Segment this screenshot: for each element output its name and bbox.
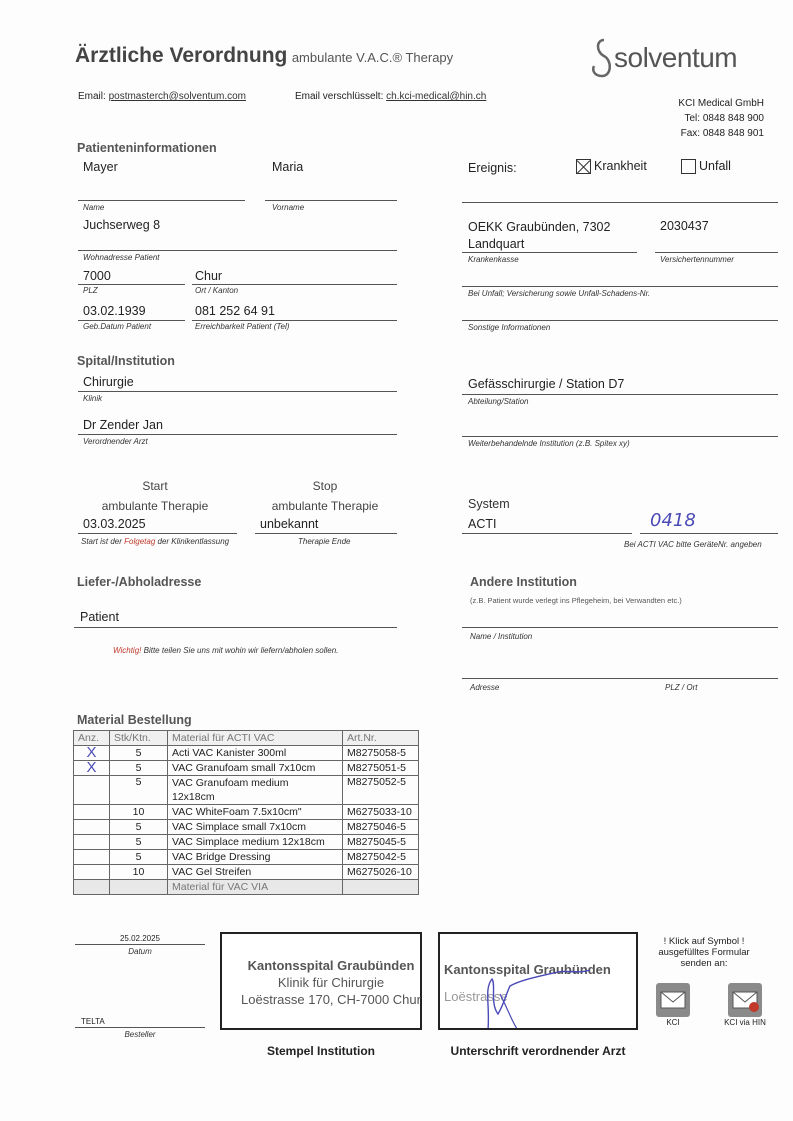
start-title: Start ambulante Therapie: [101, 479, 209, 513]
system-value[interactable]: ACTI: [468, 517, 497, 531]
send-instructions: ! Klick auf Symbol ! ausgefülltes Formular senden an:: [658, 936, 750, 969]
material-section-title: Material Bestellung: [77, 713, 192, 727]
envelope-lock-icon: [728, 983, 762, 1017]
stop-value[interactable]: unbekannt: [260, 517, 319, 531]
envelope-icon: [656, 983, 690, 1017]
table-row[interactable]: 5 VAC Simplace small 7x10cm M8275046-5: [74, 820, 419, 835]
order-date[interactable]: 25.02.2025: [119, 934, 161, 943]
arzt-value[interactable]: Dr Zender Jan: [83, 418, 163, 432]
signature-caption: Unterschrift verordnender Arzt: [450, 1044, 626, 1058]
table-row[interactable]: 5 VAC Granufoam medium 12x18cm M8275052-5: [74, 776, 419, 805]
delivery-section-title: Liefer-/Abholadresse: [77, 575, 202, 589]
send-kci-hin-icon[interactable]: [728, 983, 762, 1017]
besteller-value[interactable]: TELTA: [81, 1017, 105, 1026]
krankheit-checkbox[interactable]: [576, 159, 591, 174]
solventum-logo: solventum: [588, 36, 788, 86]
table-row[interactable]: X 5 Acti VAC Kanister 300ml M8275058-5: [74, 746, 419, 761]
email-encrypted-row: Email verschlüsselt: ch.kci-medical@hin.ch: [295, 91, 487, 102]
table-row[interactable]: 10 VAC WhiteFoam 7.5x10cm" M6275033-10: [74, 805, 419, 820]
klinik-value[interactable]: Chirurgie: [83, 375, 134, 389]
email-link[interactable]: postmasterch@solventum.com: [108, 91, 246, 102]
patient-name[interactable]: Mayer: [83, 160, 118, 174]
patient-ort[interactable]: Chur: [195, 269, 223, 283]
patient-section-title: Patienteninformationen: [77, 141, 217, 155]
company-contact: KCI Medical GmbH Tel: 0848 848 900 Fax: 0848 848 901: [678, 98, 764, 139]
insured-number[interactable]: 2030437: [660, 219, 709, 233]
signature-box[interactable]: Kantonsspital Graubünden Loëstrasse: [438, 932, 638, 1030]
row-check-mark[interactable]: X: [74, 761, 110, 776]
delivery-value[interactable]: Patient: [80, 610, 119, 624]
send-kci-icon[interactable]: [656, 983, 690, 1017]
table-row-footer: Material für VAC VIA: [74, 880, 419, 895]
device-number[interactable]: 0418: [650, 510, 696, 531]
abteilung-value[interactable]: Gefässchirurgie / Station D7: [468, 377, 625, 391]
stamp-caption: Stempel Institution: [267, 1044, 375, 1058]
system-title: System: [468, 497, 510, 511]
table-row[interactable]: X 5 VAC Granufoam small 7x10cm M8275051-5: [74, 761, 419, 776]
stop-title: Stop ambulante Therapie: [271, 479, 379, 513]
form-title-block: [75, 44, 453, 68]
material-table: [73, 730, 419, 895]
patient-plz[interactable]: 7000: [83, 269, 111, 283]
delivery-note: Wichtig! Bitte teilen Sie uns mit wohin wir liefern/abholen sollen.: [113, 646, 339, 655]
start-note: Start ist der Folgetag der Klinikentlassung: [81, 537, 230, 546]
event-krankheit[interactable]: Krankheit: [576, 159, 647, 174]
event-unfall[interactable]: Unfall: [681, 159, 731, 174]
email-encrypted-link[interactable]: ch.kci-medical@hin.ch: [386, 91, 487, 102]
patient-phone[interactable]: 081 252 64 91: [195, 304, 275, 318]
row-check-mark[interactable]: X: [74, 746, 110, 761]
material-header-row: Anz. Stk/Ktn. Material für ACTI VAC Art.Nr.: [74, 731, 419, 746]
table-row[interactable]: 10 VAC Gel Streifen M6275026-10: [74, 865, 419, 880]
email-row: Email: postmasterch@solventum.com: [78, 91, 246, 102]
form-subtitle: ambulante V.A.C.® Therapy: [291, 50, 454, 65]
patient-dob[interactable]: 03.02.1939: [83, 304, 146, 318]
start-date[interactable]: 03.03.2025: [83, 517, 146, 531]
doctor-signature: [440, 934, 638, 1030]
event-label: Ereignis:: [468, 161, 517, 175]
patient-address[interactable]: Juchserweg 8: [83, 218, 161, 232]
insurer[interactable]: OEKK Graubünden, 7302 Landquart: [468, 220, 611, 251]
institution-section-title: Spital/Institution: [77, 354, 175, 368]
unfall-checkbox[interactable]: [681, 159, 696, 174]
table-row[interactable]: 5 VAC Simplace medium 12x18cm M8275045-5: [74, 835, 419, 850]
table-row[interactable]: 5 VAC Bridge Dressing M8275042-5: [74, 850, 419, 865]
patient-vorname[interactable]: Maria: [272, 160, 304, 174]
form-title: Ärztliche Verordnung: [75, 44, 288, 67]
institution-stamp-box[interactable]: Kantonsspital Graubünden Klinik für Chirurgie Loëstrasse 170, CH-7000 Chur: [220, 932, 422, 1030]
other-institution-title: Andere Institution: [470, 575, 577, 589]
